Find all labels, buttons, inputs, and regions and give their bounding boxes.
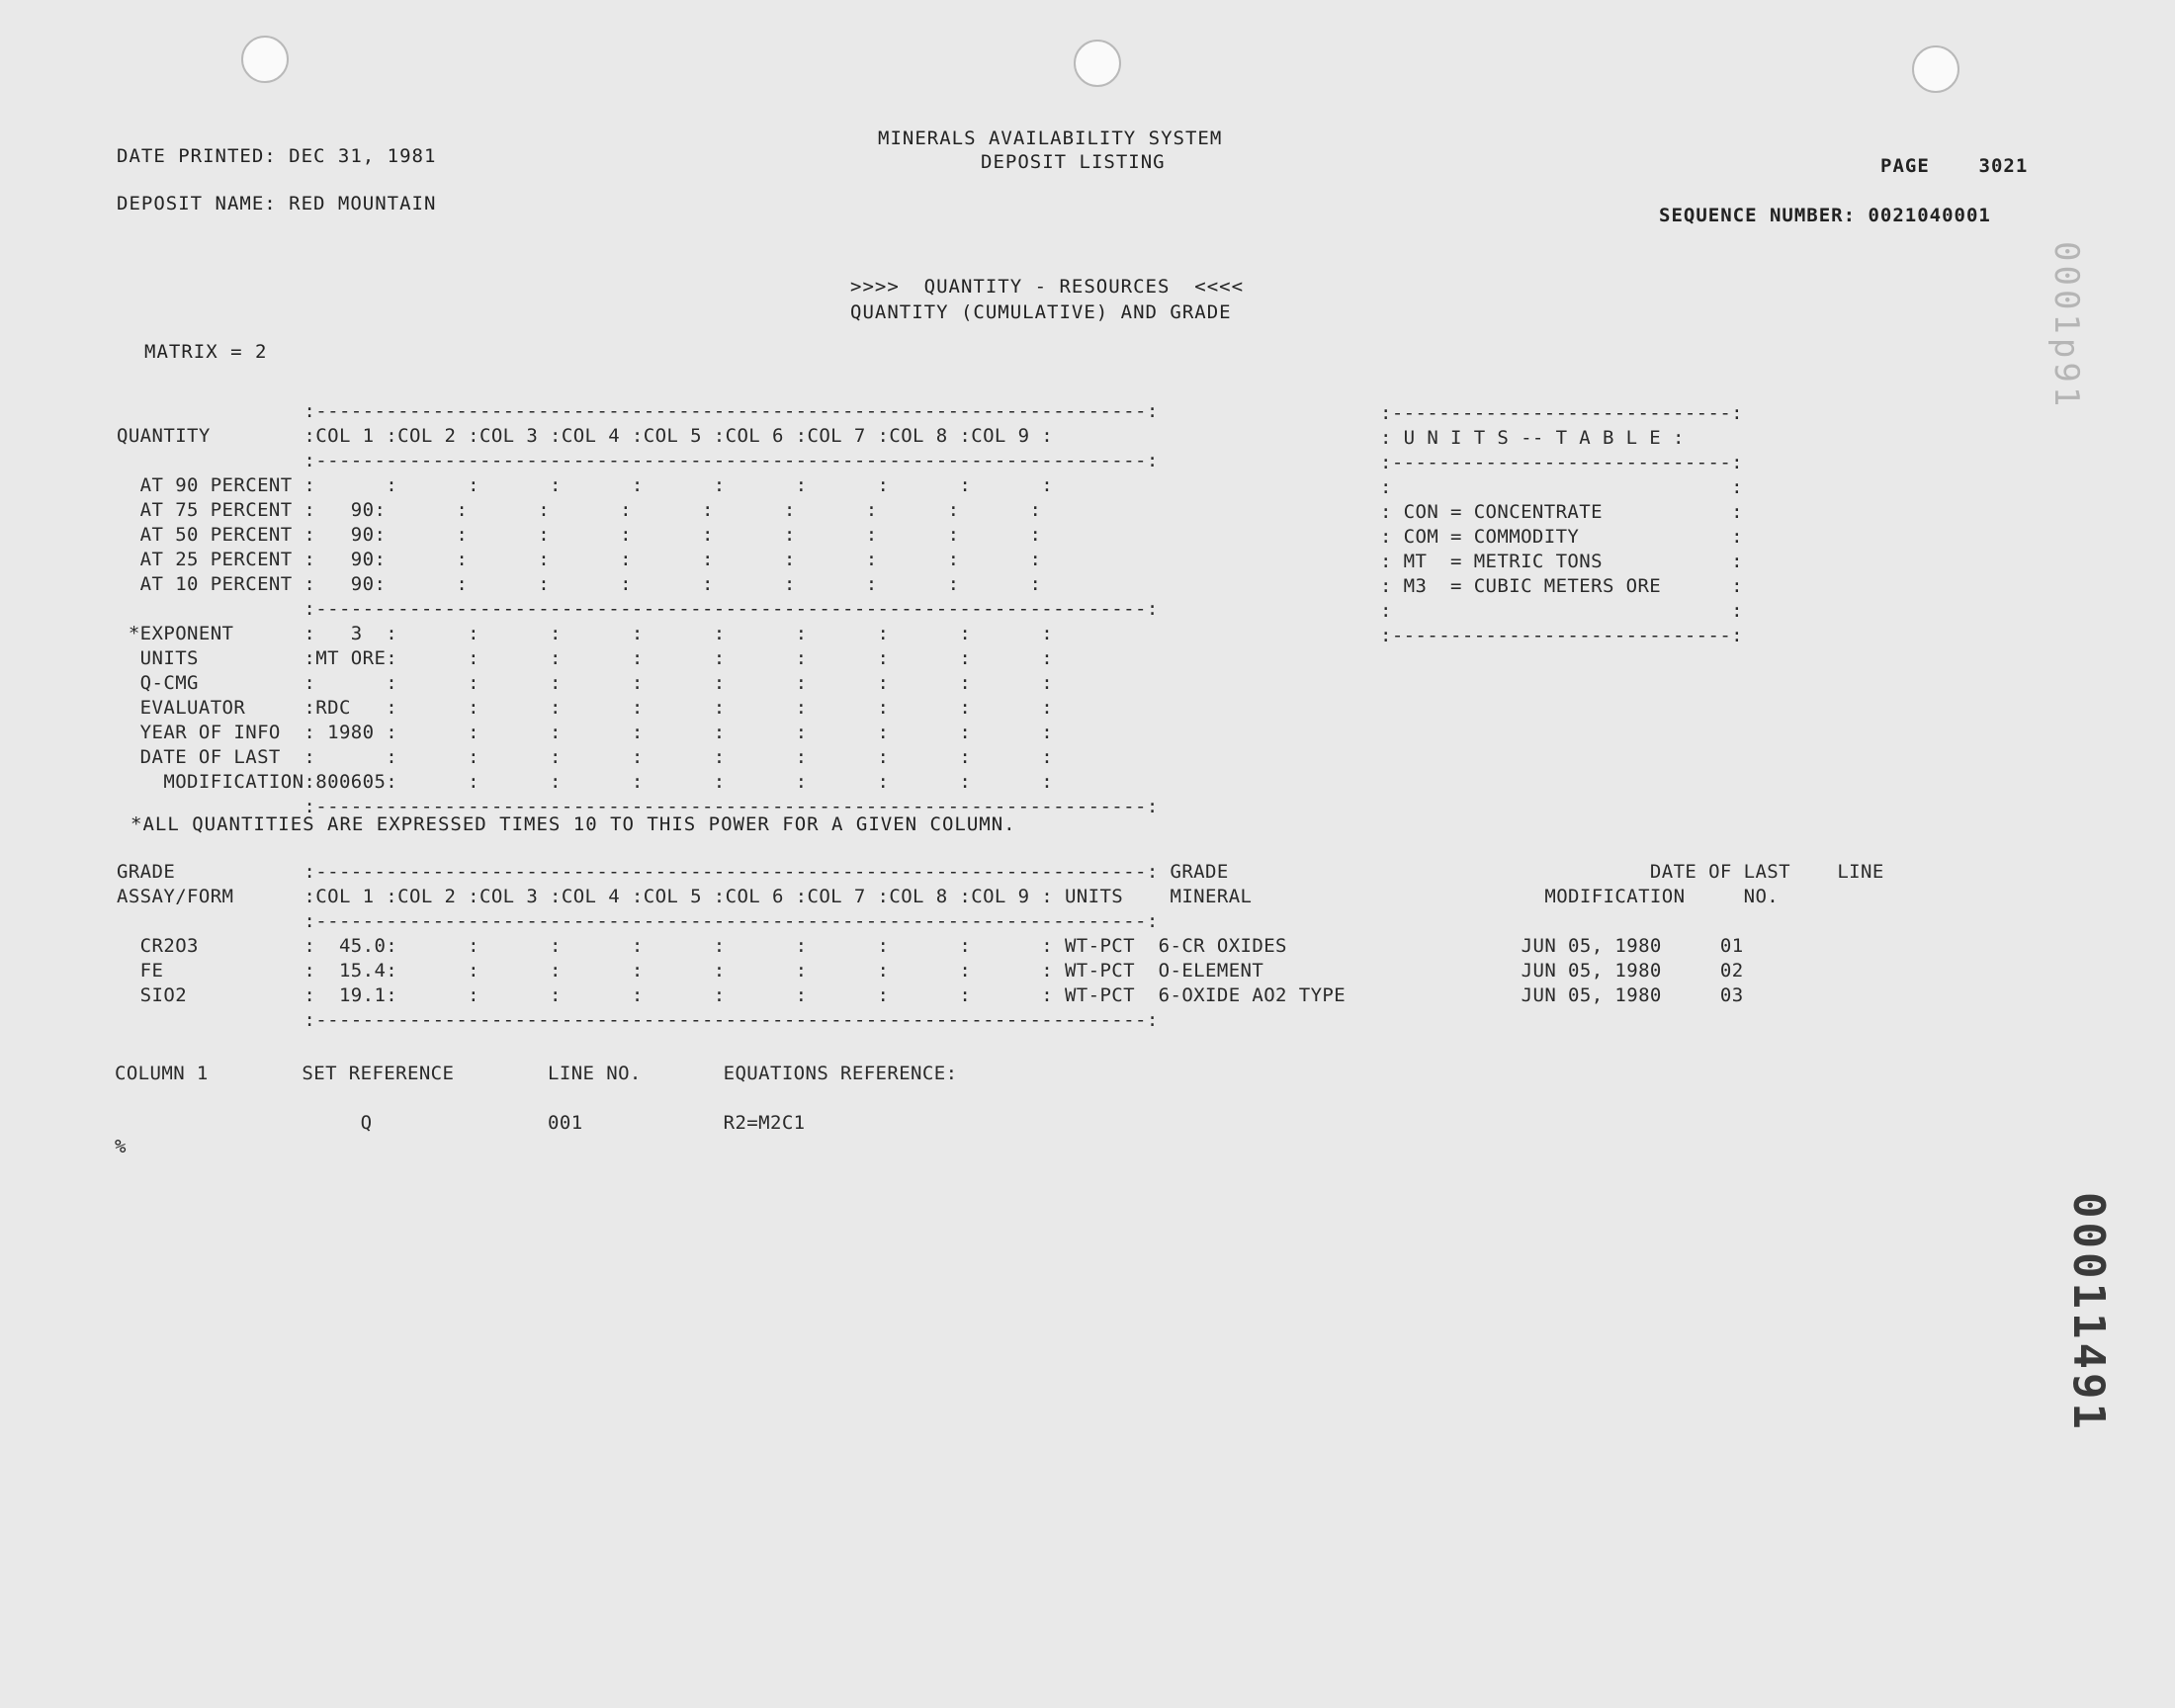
units-table-line: :-----------------------------:	[1380, 625, 1744, 646]
quantity-table-line: QUANTITY :COL 1 :COL 2 :COL 3 :COL 4 :COL 5 :COL 6 :COL 7 :COL 8 :COL 9 :	[117, 425, 1054, 447]
quantity-table-line: :-----------------------------------------------------------------------:	[117, 450, 1159, 471]
quantity-table-line: EVALUATOR :RDC : : : : : : : : :	[117, 697, 1054, 719]
punch-hole-center	[1074, 40, 1121, 87]
quantity-table-line: UNITS :MT ORE: : : : : : : : :	[117, 647, 1054, 669]
units-table-line: : U N I T S -- T A B L E :	[1380, 427, 1685, 449]
quantity-table-line: YEAR OF INFO : 1980 : : : : : : : : :	[117, 722, 1054, 743]
deposit-name: DEPOSIT NAME: RED MOUNTAIN	[117, 193, 437, 214]
grade-table-line: FE : 15.4: : : : : : : : : WT-PCT O-ELEMENT JUN 05, 1980 02	[117, 960, 1744, 982]
units-table-line: : :	[1380, 476, 1744, 498]
exponent-footnote: *ALL QUANTITIES ARE EXPRESSED TIMES 10 TO THIS POWER FOR A GIVEN COLUMN.	[130, 813, 1016, 835]
quantity-table-line: AT 75 PERCENT : 90: : : : : : : : :	[117, 499, 1042, 521]
quantity-table-line: :-----------------------------------------------------------------------:	[117, 400, 1159, 422]
references-header: COLUMN 1 SET REFERENCE LINE NO. EQUATIONS REFERENCE:	[115, 1063, 958, 1084]
system-title: MINERALS AVAILABILITY SYSTEM	[878, 128, 1223, 149]
quantity-table-line: MODIFICATION:800605: : : : : : : : :	[117, 771, 1054, 793]
units-table	[1380, 401, 1743, 648]
faint-stamp: 0001p91	[2046, 241, 2086, 411]
sequence-number: SEQUENCE NUMBER: 0021040001	[1659, 205, 1991, 226]
units-table-line: : :	[1380, 600, 1744, 622]
document-stamp: 00011491	[2063, 1192, 2114, 1433]
units-table-line: : M3 = CUBIC METERS ORE :	[1380, 575, 1744, 597]
quantity-table-line: AT 90 PERCENT : : : : : : : : : :	[117, 474, 1054, 496]
section-subheading: QUANTITY (CUMULATIVE) AND GRADE	[850, 301, 1232, 323]
quantity-table-line: AT 50 PERCENT : 90: : : : : : : : :	[117, 524, 1042, 546]
units-table-line: : CON = CONCENTRATE :	[1380, 501, 1744, 523]
quantity-table-line: *EXPONENT : 3 : : : : : : : : :	[117, 623, 1054, 644]
matrix-label: MATRIX = 2	[144, 341, 268, 363]
quantity-table-line: AT 25 PERCENT : 90: : : : : : : : :	[117, 549, 1042, 570]
quantity-table-line: AT 10 PERCENT : 90: : : : : : : : :	[117, 573, 1042, 595]
units-table-line: : MT = METRIC TONS :	[1380, 551, 1744, 572]
grade-table	[117, 860, 1884, 1033]
date-printed: DATE PRINTED: DEC 31, 1981	[117, 145, 437, 167]
grade-table-line: CR2O3 : 45.0: : : : : : : : : WT-PCT 6-CR OXIDES JUN 05, 1980 01	[117, 935, 1744, 957]
section-heading: >>>> QUANTITY - RESOURCES <<<<	[850, 276, 1245, 298]
quantity-table-line: Q-CMG : : : : : : : : : :	[117, 672, 1054, 694]
punch-hole-left	[241, 36, 289, 83]
units-table-line: :-----------------------------:	[1380, 402, 1744, 424]
percent-mark: %	[115, 1136, 128, 1157]
units-table-line: :-----------------------------:	[1380, 452, 1744, 473]
references-values: Q 001 R2=M2C1	[115, 1112, 806, 1134]
listing-title: DEPOSIT LISTING	[981, 151, 1166, 173]
units-table-line: : COM = COMMODITY :	[1380, 526, 1744, 548]
grade-table-line: :-----------------------------------------------------------------------:	[117, 1009, 1159, 1031]
page-number: PAGE 3021	[1880, 155, 2029, 177]
quantity-table-line: :-----------------------------------------------------------------------:	[117, 598, 1159, 620]
quantity-table-line: :-----------------------------------------------------------------------:	[117, 796, 1159, 817]
grade-table-line: ASSAY/FORM :COL 1 :COL 2 :COL 3 :COL 4 :COL 5 :COL 6 :COL 7 :COL 8 :COL 9 : UNITS MINERAL MODIFICATION NO.	[117, 886, 1780, 907]
grade-table-line: GRADE :-----------------------------------------------------------------------: GRADE DATE OF LAST LINE	[117, 861, 1884, 883]
punch-hole-right	[1912, 45, 1959, 93]
quantity-table-line: DATE OF LAST : : : : : : : : : :	[117, 746, 1054, 768]
grade-table-line: :-----------------------------------------------------------------------:	[117, 910, 1159, 932]
grade-table-line: SIO2 : 19.1: : : : : : : : : WT-PCT 6-OXIDE AO2 TYPE JUN 05, 1980 03	[117, 984, 1744, 1006]
quantity-table	[117, 399, 1159, 819]
